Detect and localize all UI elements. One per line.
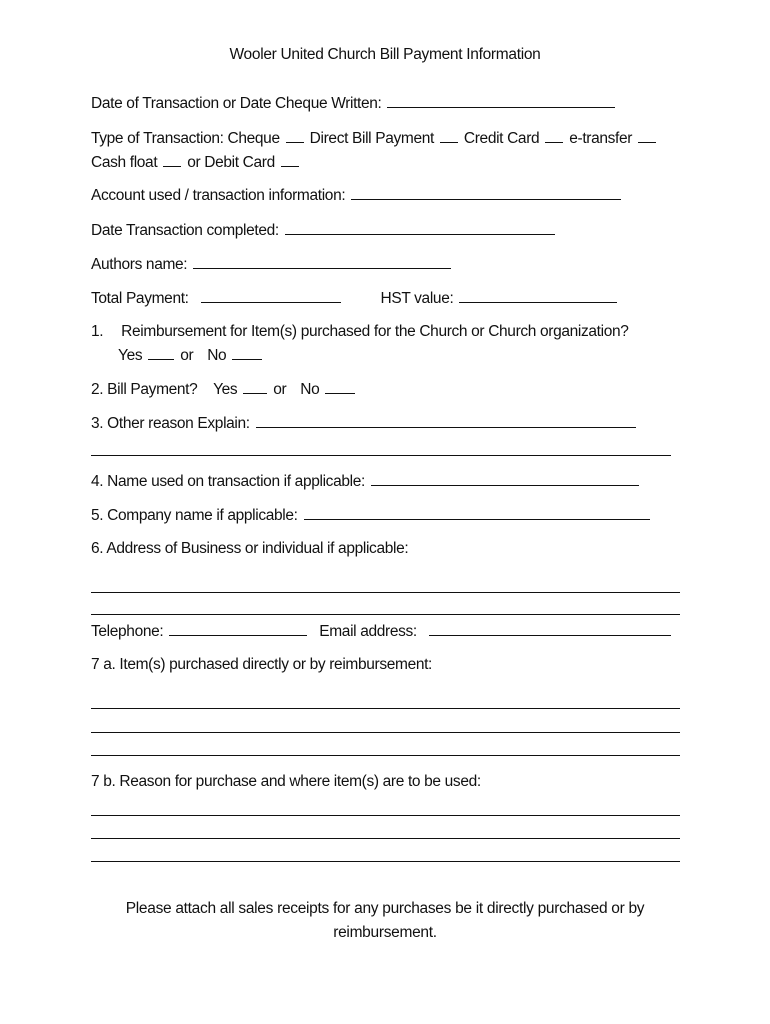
item-2-no-field[interactable] [325,380,355,394]
email-field[interactable] [429,622,671,636]
telephone-label: Telephone: [91,623,164,640]
telephone-field[interactable] [169,622,307,636]
item-6-text: 6. Address of Business or individual if applicable: [91,540,409,557]
yes-label: Yes [213,381,238,398]
date-completed-label: Date Transaction completed: [91,222,279,239]
item-1-text: Reimbursement for Item(s) purchased for the Church or Church organization? [121,323,629,340]
address-line-2[interactable] [91,614,680,615]
item-7b [91,773,481,791]
item-2-text: 2. Bill Payment? [91,381,198,398]
payment-row [91,289,619,308]
credit-card-label: Credit Card [463,130,540,147]
item-4-text: 4. Name used on transaction if applicable: [91,473,365,490]
account-label: Account used / transaction information: [91,187,346,204]
item-3-field[interactable] [256,414,636,428]
no-label: No [300,381,320,398]
cash-float-label: Cash float [91,154,158,171]
item-4-field[interactable] [371,472,639,486]
authors-label: Authors name: [91,256,188,273]
item-7b-line-1[interactable] [91,815,680,816]
item-5-field[interactable] [304,506,650,520]
credit-card-field[interactable] [545,129,563,143]
item-7a-line-2[interactable] [91,732,680,733]
date-transaction-field[interactable] [387,94,615,108]
type-label: Type of Transaction: Cheque [91,130,280,147]
direct-bill-field[interactable] [440,129,458,143]
item-1-yes-field[interactable] [148,346,174,360]
item-7a-line-3[interactable] [91,755,680,756]
account-field[interactable] [351,186,621,200]
date-transaction-row [91,94,617,113]
cheque-field[interactable] [286,129,304,143]
item-2-yes-field[interactable] [243,380,267,394]
item-5 [91,506,652,525]
date-completed-row [91,221,557,240]
type-row-2 [91,153,301,172]
authors-field[interactable] [193,255,451,269]
debit-card-label: or Debit Card [187,154,275,171]
footer-note-line-1: Please attach all sales receipts for any purchases be it directly purchased or by [125,900,645,917]
email-label: Email address: [319,623,417,640]
hst-label: HST value: [380,290,454,307]
account-row [91,186,623,205]
type-row-1 [91,129,658,148]
item-7a-line-1[interactable] [91,708,680,709]
or-label: or [273,381,287,398]
item-6 [91,540,408,558]
page-title: Wooler United Church Bill Payment Information [229,46,541,63]
footer-note-line-2: reimbursement. [333,924,437,941]
address-line-1[interactable] [91,592,680,593]
yes-label: Yes [118,347,143,364]
debit-card-field[interactable] [281,153,299,167]
item-3 [91,414,638,433]
item-1 [91,323,629,341]
item-3-line-2[interactable] [91,455,671,456]
no-label: No [207,347,227,364]
item-1-number: 1. [91,323,104,340]
item-7b-text: 7 b. Reason for purchase and where item(s) are to be used: [91,773,481,790]
direct-bill-label: Direct Bill Payment [309,130,434,147]
total-payment-field[interactable] [201,289,341,303]
item-5-text: 5. Company name if applicable: [91,507,298,524]
etransfer-field[interactable] [638,129,656,143]
or-label: or [180,347,194,364]
item-1-answer [118,346,264,365]
total-payment-label: Total Payment: [91,290,189,307]
item-4 [91,472,641,491]
etransfer-label: e-transfer [569,130,633,147]
item-1-no-field[interactable] [232,346,262,360]
cash-float-field[interactable] [163,153,181,167]
contact-row [91,622,673,641]
hst-field[interactable] [459,289,617,303]
item-3-text: 3. Other reason Explain: [91,415,250,432]
date-transaction-label: Date of Transaction or Date Cheque Written: [91,95,382,112]
item-7a [91,656,432,674]
item-2 [91,380,357,399]
item-7a-text: 7 a. Item(s) purchased directly or by reimbursement: [91,656,433,673]
item-7b-line-2[interactable] [91,838,680,839]
authors-row [91,255,453,274]
item-7b-line-3[interactable] [91,861,680,862]
date-completed-field[interactable] [285,221,555,235]
